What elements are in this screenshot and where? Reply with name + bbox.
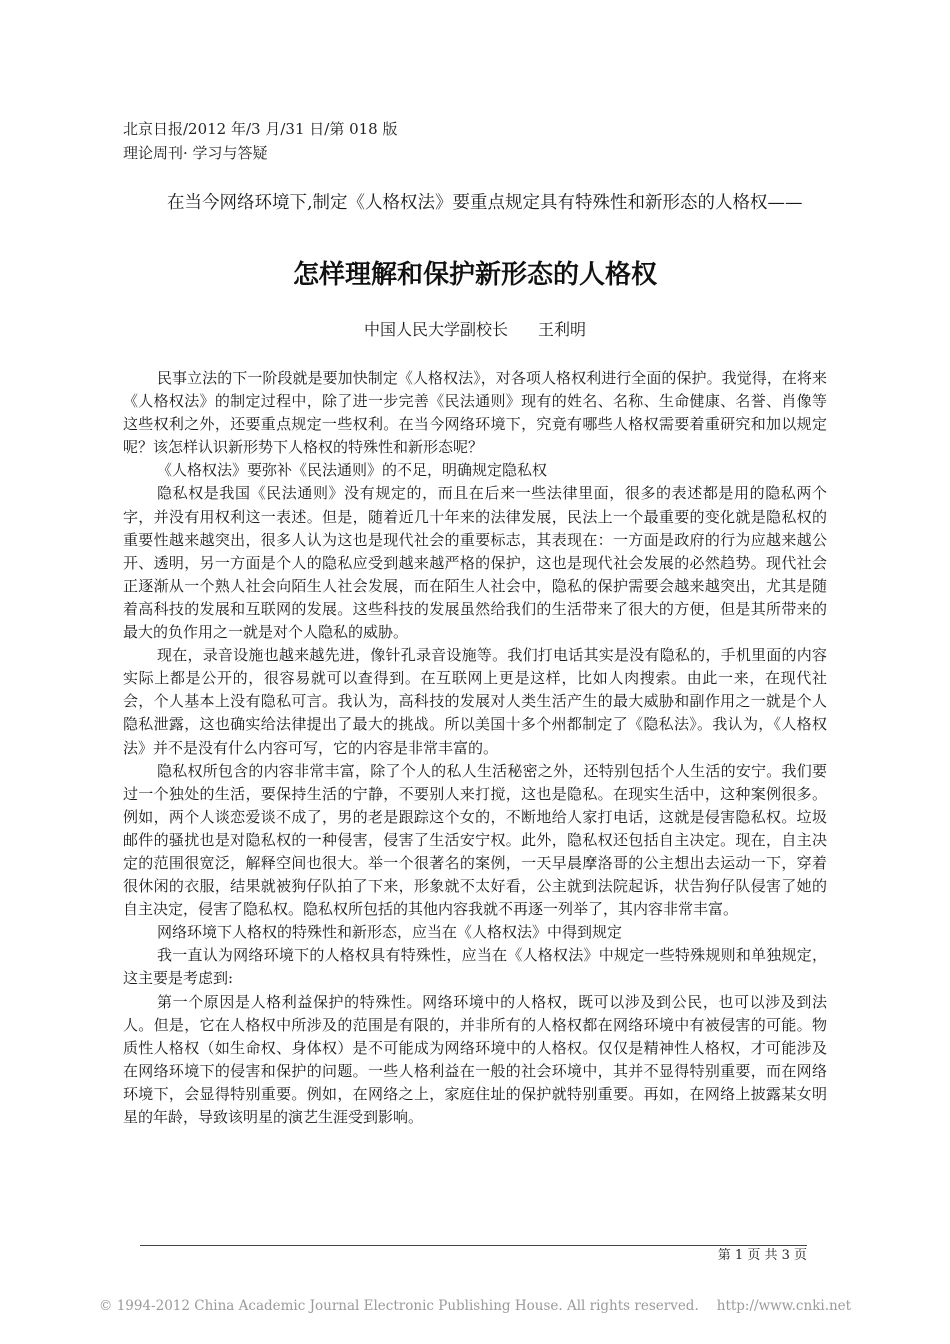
footer-divider [140,1245,807,1246]
page-number: 第 1 页 共 3 页 [717,1248,807,1263]
cnki-link[interactable]: http://www.cnki.net [716,1298,852,1314]
section-heading: 网络环境下人格权的特殊性和新形态，应当在《人格权法》中得到规定 [157,923,623,942]
copyright-notice [0,1296,950,1316]
copyright-text: © 1994-2012 China Academic Journal Electronic Publishing House. All rights reserved. [98,1298,699,1314]
section-heading: 《人格权法》要弥补《民法通则》的不足，明确规定隐私权 [157,461,548,480]
author-line [0,318,950,342]
column-line: 理论周刊· 学习与答疑 [123,144,268,162]
author-name: 王利明 [538,320,587,339]
paragraph: 民事立法的下一阶段就是要加快制定《人格权法》，对各项人格权利进行全面的保护。我觉得，在将来《人格权法》的制定过程中，除了进一步完善《民法通则》现有的姓名、名称、生命健康、名誉、肖像等这些权利之外，还要重点规定一些权利。在当今网络环境下，究竟有哪些人格权需要着重研究和加以规定呢？该怎样认识新形势下人格权的特殊性和新形态呢？ [123,369,827,457]
author-affiliation: 中国人民大学副校长 [363,320,508,339]
article-body [123,367,827,1129]
source-line: 北京日报/2012 年/3 月/31 日/第 018 版 [123,120,398,138]
paragraph: 隐私权所包含的内容非常丰富，除了个人的私人生活秘密之外，还特别包括个人生活的安宁。我们要过一个独处的生活，要保持生活的宁静，不要别人来打搅，这也是隐私。在现实生活中，这种案例很多。例如，两个人谈恋爱谈不成了，男的老是跟踪这个女的，不断地给人家打电话，这就是侵害隐私权。垃圾邮件的骚扰也是对隐私权的一种侵害，侵害了生活安宁权。此外，隐私权还包括自主决定。现在，自主决定的范围很宽泛，解释空间也很大。举一个很著名的案例，一天早晨摩洛哥的公主想出去运动一下，穿着很休闲的衣服，结果就被狗仔队拍了下来，形象就不太好看，公主就到法院起诉，状告狗仔队侵害了她的自主决定，侵害了隐私权。隐私权所包括的其他内容我就不再逐一列举了，其内容非常丰富。 [123,761,827,919]
source-info [123,117,398,165]
paragraph: 第一个原因是人格利益保护的特殊性。网络环境中的人格权，既可以涉及到公民，也可以涉及到法人。但是，它在人格权中所涉及的范围是有限的，并非所有的人格权都在网络环境中有被侵害的可能。物质性人格权（如生命权、身体权）是不可能成为网络环境中的人格权。仅仅是精神性人格权，才可能涉及在网络环境下的侵害和保护的问题。一些人格利益在一般的社会环境中，其并不显得特别重要，而在网络环境下，会显得特别重要。例如，在网络之上，家庭住址的保护就特别重要。再如，在网络上披露某女明星的年龄，导致该明星的演艺生涯受到影响。 [123,992,827,1126]
paragraph: 隐私权是我国《民法通则》没有规定的，而且在后来一些法律里面，很多的表述都是用的隐私两个字，并没有用权利这一表述。但是，随着近几十年来的法律发展，民法上一个最重要的变化就是隐私权的重要性越来越突出，很多人认为这也是现代社会的重要标志，其表现在：一方面是政府的行为应越来越公开、透明，另一方面是个人的隐私应受到越来越严格的保护，这也是现代社会发展的必然趋势。现代社会正逐渐从一个熟人社会向陌生人社会发展，而在陌生人社会中，隐私的保护需要会越来越突出，尤其是随着高科技的发展和互联网的发展。这些科技的发展虽然给我们的生活带来了很大的方便，但是其所带来的最大的负作用之一就是对个人隐私的威胁。 [123,484,827,642]
paragraph: 我一直认为网络环境下的人格权具有特殊性，应当在《人格权法》中规定一些特殊规则和单独规定，这主要是考虑到: [123,946,827,988]
article-title: 怎样理解和保护新形态的人格权 [292,260,657,290]
paragraph: 现在，录音设施也越来越先进，像针孔录音设施等。我们打电话其实是没有隐私的，手机里面的内容实际上都是公开的，很容易就可以查得到。在互联网上更是这样，比如人肉搜索。由此一来，在现代社会，个人基本上没有隐私可言。我认为，高科技的发展对人类生活产生的最大威胁和副作用之一就是个人隐私泄露，这也确实给法律提出了最大的挑战。所以美国十多个州都制定了《隐私法》。我认为，《人格权法》并不是没有什么内容可写，它的内容是非常丰富的。 [123,646,827,757]
article-subtitle: 在当今网络环境下,制定《人格权法》要重点规定具有特殊性和新形态的人格权—— [167,193,803,213]
